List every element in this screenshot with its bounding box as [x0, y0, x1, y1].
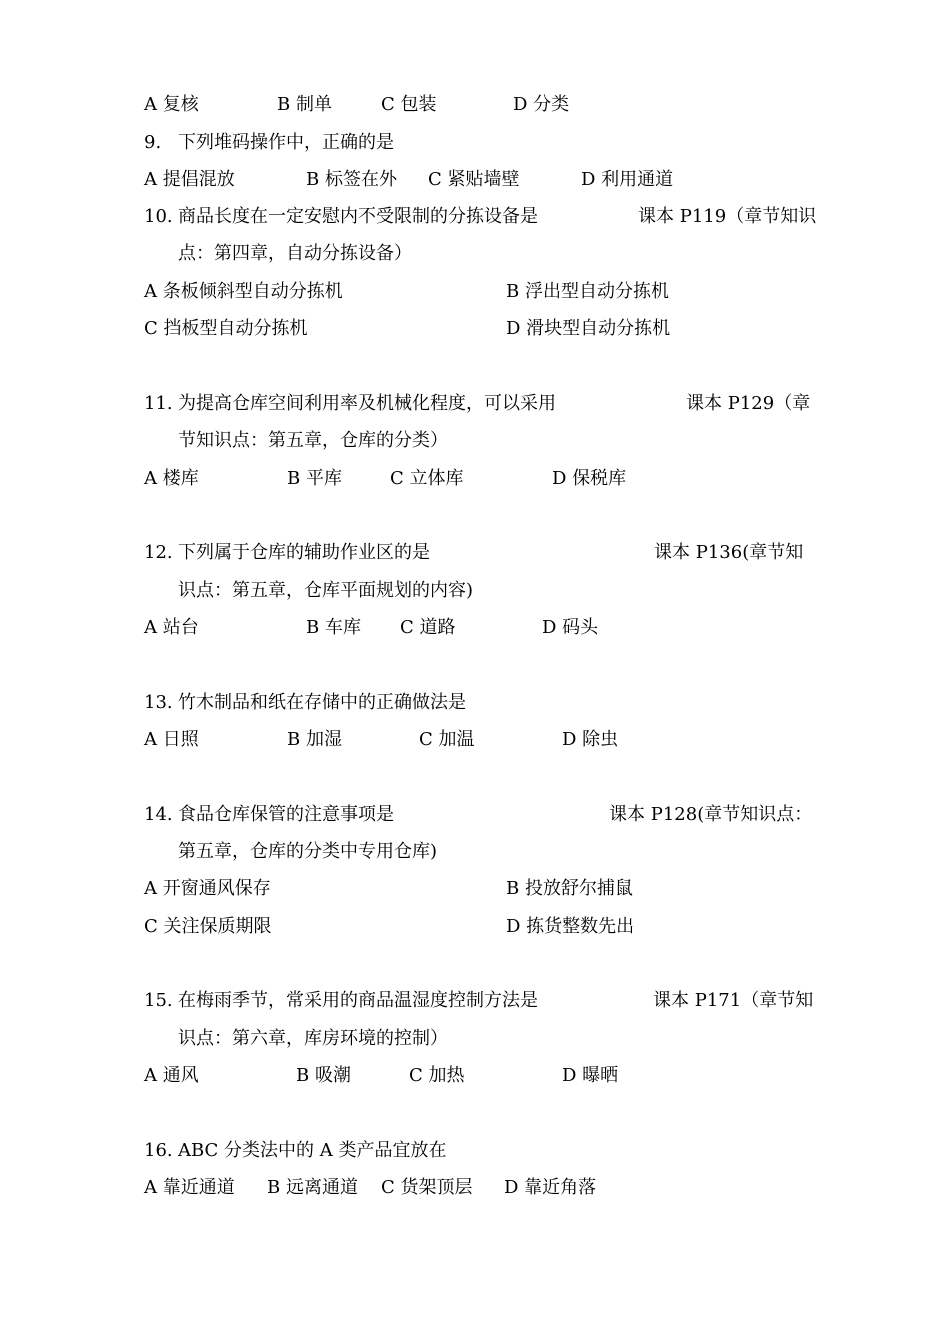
option-c: C 加热: [409, 1065, 465, 1086]
option-c: C 加温: [419, 729, 475, 750]
textbook-reference: 课本 P171（章节知: [653, 990, 814, 1011]
textbook-reference-cont: 识点：第五章，仓库平面规划的内容): [178, 580, 474, 601]
textbook-reference-cont: 节知识点：第五章，仓库的分类）: [178, 430, 448, 451]
option-b: B 投放舒尔捕鼠: [506, 878, 633, 899]
question-text: 在梅雨季节，常采用的商品温湿度控制方法是: [178, 990, 538, 1011]
question-text: 食品仓库保管的注意事项是: [178, 804, 394, 825]
option-a: A 楼库: [144, 468, 199, 489]
question-text: 商品长度在一定安慰内不受限制的分拣设备是: [178, 206, 538, 227]
option-d: D 滑块型自动分拣机: [506, 318, 671, 339]
option-b: B 标签在外: [306, 169, 397, 190]
option-a: A 日照: [144, 729, 199, 750]
option-c: C 紧贴墙壁: [428, 169, 520, 190]
option-d: D 拣货整数先出: [506, 916, 635, 937]
question-number: 11.: [144, 393, 173, 414]
textbook-reference: 课本 P119（章节知识: [638, 206, 817, 227]
option-b: B 吸潮: [296, 1065, 351, 1086]
option-c: C 立体库: [390, 468, 464, 489]
option-b: B 远离通道: [267, 1177, 358, 1198]
question-text: ABC 分类法中的 A 类产品宜放在: [178, 1140, 447, 1161]
option-a: A 靠近通道: [144, 1177, 235, 1198]
option-d: D 除虫: [562, 729, 619, 750]
option-c: C 货架顶层: [381, 1177, 473, 1198]
question-number: 12.: [144, 542, 173, 563]
question-number: 13.: [144, 692, 173, 713]
question-number: 14.: [144, 804, 173, 825]
textbook-reference: 课本 P128(章节知识点：: [609, 804, 813, 825]
option-a: A 复核: [144, 94, 199, 115]
textbook-reference: 课本 P136(章节知: [654, 542, 804, 563]
option-c: C 关注保质期限: [144, 916, 272, 937]
question-text: 竹木制品和纸在存储中的正确做法是: [178, 692, 466, 713]
question-number: 15.: [144, 990, 173, 1011]
option-c: C 包装: [381, 94, 437, 115]
option-b: B 平库: [287, 468, 342, 489]
question-number: 10.: [144, 206, 173, 227]
option-d: D 保税库: [552, 468, 627, 489]
option-c: C 挡板型自动分拣机: [144, 318, 308, 339]
option-d: D 码头: [542, 617, 599, 638]
option-a: A 通风: [144, 1065, 199, 1086]
option-b: B 制单: [277, 94, 332, 115]
textbook-reference-cont: 识点：第六章，库房环境的控制）: [178, 1028, 448, 1049]
option-a: A 开窗通风保存: [144, 878, 271, 899]
textbook-reference: 课本 P129（章: [686, 393, 811, 414]
option-b: B 加湿: [287, 729, 342, 750]
option-d: D 利用通道: [581, 169, 674, 190]
option-b: B 车库: [306, 617, 361, 638]
option-a: A 站台: [144, 617, 199, 638]
option-d: D 曝晒: [562, 1065, 619, 1086]
option-c: C 道路: [400, 617, 456, 638]
textbook-reference-cont: 第五章，仓库的分类中专用仓库): [178, 841, 438, 862]
question-number: 9.: [144, 132, 162, 153]
option-d: D 靠近角落: [504, 1177, 597, 1198]
option-a: A 条板倾斜型自动分拣机: [144, 281, 343, 302]
option-b: B 浮出型自动分拣机: [506, 281, 669, 302]
question-text: 为提高仓库空间利用率及机械化程度，可以采用: [178, 393, 556, 414]
textbook-reference-cont: 点：第四章，自动分拣设备）: [178, 243, 412, 264]
question-text: 下列堆码操作中，正确的是: [178, 132, 394, 153]
question-text: 下列属于仓库的辅助作业区的是: [178, 542, 430, 563]
option-a: A 提倡混放: [144, 169, 235, 190]
option-d: D 分类: [513, 94, 570, 115]
question-number: 16.: [144, 1140, 173, 1161]
